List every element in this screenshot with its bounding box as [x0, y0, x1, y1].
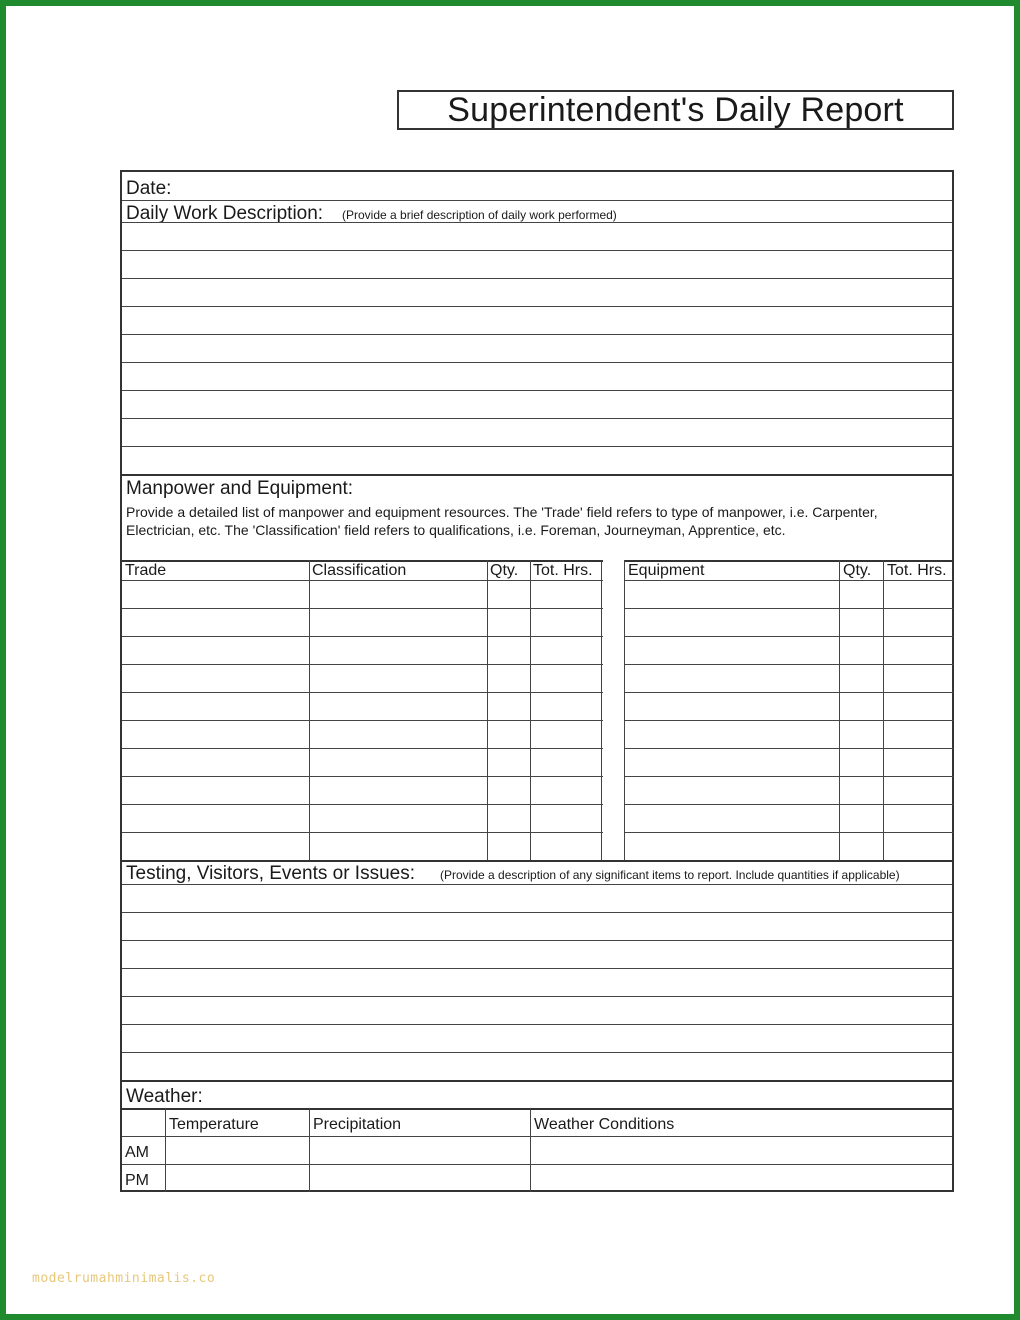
report-title: [397, 90, 954, 130]
work-description-line: [122, 306, 952, 307]
equipment-header: Equipment: [628, 562, 705, 579]
testing-section-divider: [122, 1080, 952, 1082]
am-precipitation-cell[interactable]: [311, 1137, 529, 1163]
equipment-qty-header: Qty.: [843, 562, 872, 579]
equipment-table: [624, 560, 954, 861]
trade-row-line: [122, 720, 603, 721]
work-header-underline: [122, 222, 952, 223]
weather-label: Weather:: [126, 1086, 203, 1107]
work-description-line: [122, 250, 952, 251]
testing-line: [122, 1024, 952, 1025]
weather-table: [122, 1108, 952, 1192]
date-underline: [122, 200, 952, 201]
work-section-divider: [122, 474, 952, 476]
temperature-header: Temperature: [169, 1116, 259, 1133]
trade-row-line: [122, 608, 603, 609]
date-field[interactable]: [182, 174, 952, 200]
work-description-line: [122, 418, 952, 419]
equipment-row-line: [624, 692, 954, 693]
equipment-row-line: [624, 664, 954, 665]
trade-hours-header: Tot. Hrs.: [533, 562, 593, 579]
work-description-line: [122, 278, 952, 279]
weather-conditions-header: Weather Conditions: [534, 1116, 675, 1133]
equipment-row-line: [624, 804, 954, 805]
date-label: Date:: [126, 178, 172, 199]
classification-header: Classification: [312, 562, 407, 579]
pm-temperature-cell[interactable]: [167, 1165, 308, 1191]
am-conditions-cell[interactable]: [532, 1137, 950, 1163]
watermark: modelrumahminimalis.co: [32, 1271, 216, 1286]
work-description-label: Daily Work Description:: [126, 203, 324, 224]
trade-qty-header: Qty.: [490, 562, 519, 579]
equipment-row-line: [624, 748, 954, 749]
testing-hint: (Provide a description of any significant items to report. Include quantities if applicable): [440, 868, 900, 882]
equipment-hours-header: Tot. Hrs.: [887, 562, 947, 579]
equipment-row-line: [624, 832, 954, 833]
trade-row-line: [122, 664, 603, 665]
trade-row-line: [122, 804, 603, 805]
trade-row-line: [122, 692, 603, 693]
report-form: [120, 170, 954, 1192]
equipment-row-line: [624, 776, 954, 777]
work-description-hint: (Provide a brief description of daily work performed): [342, 208, 617, 222]
manpower-instructions-line2: Electrician, etc. The 'Classification' field refers to qualifications, i.e. Foreman, Journeyman, Apprentice, etc.: [126, 522, 786, 538]
trade-row-line: [122, 776, 603, 777]
equipment-row-line: [624, 608, 954, 609]
trade-row-line: [122, 832, 603, 833]
equipment-row-line: [624, 636, 954, 637]
manpower-instructions-line1: Provide a detailed list of manpower and equipment resources. The 'Trade' field refers to type of manpower, i.e. Carpenter,: [126, 504, 878, 520]
testing-label: Testing, Visitors, Events or Issues:: [126, 863, 415, 884]
testing-line: [122, 912, 952, 913]
manpower-section-divider: [122, 860, 952, 862]
testing-line: [122, 968, 952, 969]
work-description-line: [122, 446, 952, 447]
pm-conditions-cell[interactable]: [532, 1165, 950, 1191]
work-description-line: [122, 362, 952, 363]
precipitation-header: Precipitation: [313, 1116, 402, 1133]
equipment-row-line: [624, 720, 954, 721]
report-title-text: Superintendent's Daily Report: [447, 90, 904, 129]
pm-precipitation-cell[interactable]: [311, 1165, 529, 1191]
weather-am-label: AM: [125, 1144, 149, 1161]
trade-header: Trade: [125, 562, 167, 579]
work-description-line: [122, 334, 952, 335]
manpower-label: Manpower and Equipment:: [126, 478, 354, 499]
testing-line: [122, 940, 952, 941]
am-temperature-cell[interactable]: [167, 1137, 308, 1163]
testing-line: [122, 996, 952, 997]
weather-pm-label: PM: [125, 1172, 149, 1189]
testing-line: [122, 1052, 952, 1053]
trade-table: [122, 560, 603, 861]
trade-row-line: [122, 636, 603, 637]
work-description-line: [122, 390, 952, 391]
trade-row-line: [122, 748, 603, 749]
